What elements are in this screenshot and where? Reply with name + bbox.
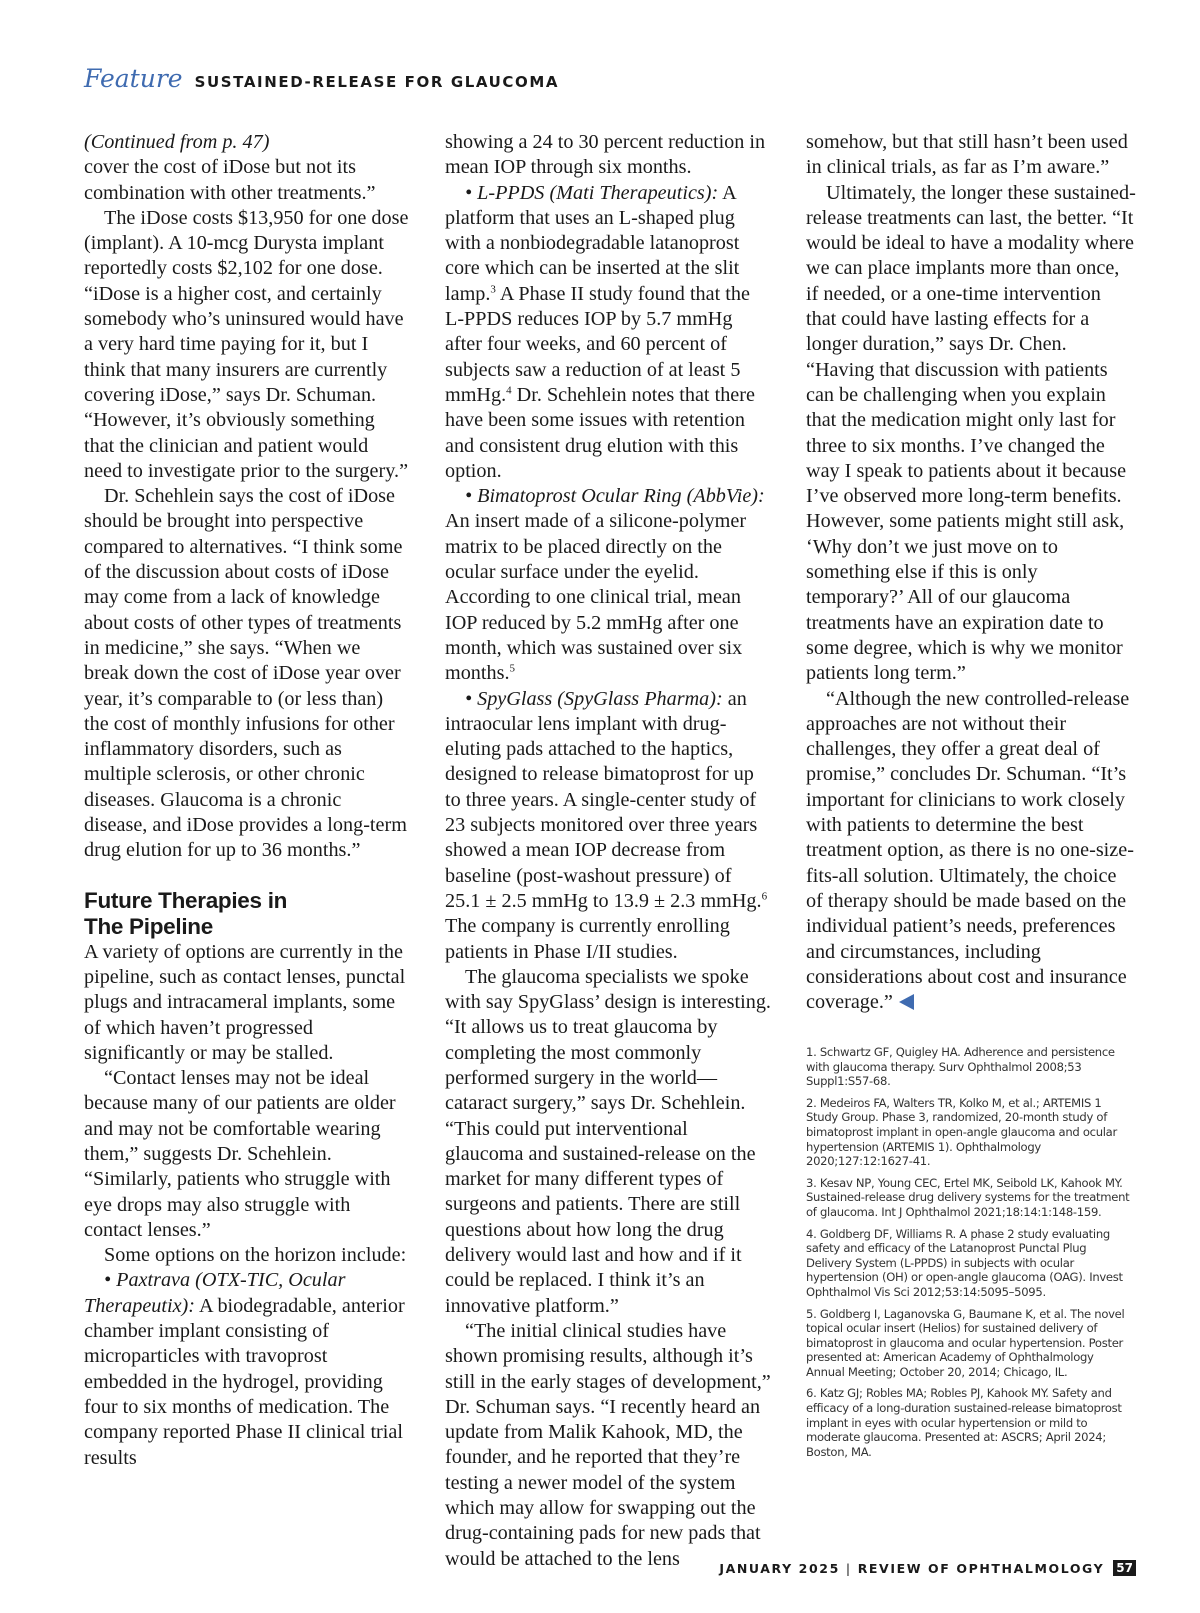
subheading-line: The Pipeline [84, 913, 213, 939]
reference-item: 4. Goldberg DF, Williams R. A phase 2 study evaluating safety and efficacy of the Latanoprost Punctal Plug Delivery System (L-PPDS) in subjects with ocular hypertension (OH) or open-angle glaucoma (OAG). Invest Ophthalmol Vis Sci 2012;53:14:5095–5095. [806, 1226, 1123, 1299]
section-title: SUSTAINED-RELEASE FOR GLAUCOMA [194, 73, 560, 91]
bullet-label: • Paxtrava (OTX-TIC, Ocular Therapeutix): [84, 1269, 346, 1317]
subheading-line: Future Therapies in [84, 887, 288, 913]
subheading [84, 888, 409, 940]
bullet-item [84, 1268, 409, 1470]
bullet-label: • Bimatoprost Ocular Ring (AbbVie): [465, 485, 765, 508]
bullet-text: Dr. Schehlein notes that there have been some issues with retention and consistent drug elution with this option. [445, 383, 755, 482]
citation: 6 [761, 890, 768, 903]
paragraph: “The initial clinical studies have shown promising results, although it’s still in the early stages of development,” Dr. Schuman says. “I recently heard an update from Malik Kahook, MD, the founder, and he reported that they’re testing a newer model of the system which may allow for swapping out the drug-containing pads for new pads that would be attached to the lens [445, 1319, 771, 1570]
triangle-left-icon [899, 994, 914, 1010]
bullet-text: an intraocular lens implant with drug-eluting pads attached to the haptics, designed to release bimatoprost for up to three years. A single-center study of 23 subjects monitored over three years showed a mean IOP decrease from baseline (post-washout pressure) of 25.1 ± 2.5 mmHg to 13.9 ± 2.3 mmHg. [445, 687, 762, 912]
bullet-item [445, 181, 771, 485]
references-list [806, 1045, 1131, 1466]
paragraph: Dr. Schehlein says the cost of iDose should be brought into perspective compared to alternatives. “I think some of the discussion about costs of iDose may come from a lack of knowledge about costs of other types of treatments in medicine,” she says. “When we break down the cost of iDose year over year, it’s comparable to (or less than) the cost of monthly infusions for other inflammatory disorders, such as multiple sclerosis, or other chronic diseases. Glaucoma is a chronic disease, and iDose provides a long-term drug elution for up to 36 months.” [84, 485, 407, 862]
bullet-item [445, 687, 771, 965]
citation: 3 [490, 283, 496, 296]
reference-item: 3. Kesav NP, Young CEC, Ertel MK, Seibold LK, Kahook MY. Sustained-release drug delivery systems for the treatment of glaucoma. Int J Ophthalmol 2021;18:14:1:148-159. [806, 1175, 1130, 1219]
paragraph: cover the cost of iDose but not its combination with other treatments.” [84, 156, 376, 204]
page-number: 57 [1113, 1560, 1136, 1576]
bullet-item [445, 484, 771, 686]
paragraph: “Contact lenses may not be ideal because many of our patients are older and may not be comfortable wearing them,” suggests Dr. Schehlein. “Similarly, patients who struggle with eye drops may also struggle with contact lenses.” [84, 1067, 396, 1241]
continued-note: (Continued from p. 47) [84, 131, 270, 153]
bullet-text: A biodegradable, anterior chamber implant consisting of microparticles with travoprost embedded in the hydrogel, providing four to six months of medication. The company reported Phase II clinical trial results [84, 1294, 405, 1469]
reference-item: 5. Goldberg I, Laganovska G, Baumane K, et al. The novel topical ocular insert (Helios) for sustained delivery of bimatoprost in glaucoma and ocular hypertension. Poster presented at: American Academy of Ophthalmology Annual Meeting; October 20, 2014; Chicago, IL. [806, 1306, 1125, 1379]
citation: 5 [509, 662, 515, 675]
article-column-3 [806, 130, 1136, 1015]
bullet-label: • SpyGlass (SpyGlass Pharma): [465, 687, 723, 710]
reference-item: 6. Katz GJ; Robles MA; Robles PJ, Kahook MY. Safety and efficacy of a long-duration sustained-release bimatoprost implant in eyes with ocular hypertension or mild to moderate glaucoma. Presented at: ASCRS; April 2024; Boston, MA. [806, 1386, 1122, 1459]
page-footer [719, 1560, 1136, 1576]
citation: 4 [506, 384, 512, 397]
paragraph: showing a 24 to 30 percent reduction in mean IOP through six months. [445, 131, 766, 179]
paragraph-text: “Although the new controlled-release approaches are not without their challenges, they offer a great deal of promise,” concludes Dr. Schuman. “It’s important for clinicians to work closely with patients to determine the best treatment option, as there is no one-size-fits-all solution. Ultimately, the choice of therapy should be made based on the individual patient’s needs, preferences and circumstances, including considerations about cost and insurance coverage.” [806, 687, 1134, 1014]
paragraph: Some options on the horizon include: [104, 1244, 407, 1267]
paragraph [806, 687, 1136, 1016]
bullet-text: The company is currently enrolling patients in Phase I/II studies. [445, 915, 730, 963]
page-header [84, 64, 559, 98]
magazine-name: REVIEW OF OPHTHALMOLOGY [857, 1560, 1105, 1576]
article-column-2 [445, 130, 771, 1572]
footer-separator: | [845, 1560, 852, 1576]
bullet-text: A platform that uses an L-shaped plug with a nonbiodegradable latanoprost core which can be inserted at the slit lamp. [445, 181, 740, 305]
paragraph: A variety of options are currently in the pipeline, such as contact lenses, punctal plugs and intracameral implants, some of which haven’t progressed significantly or may be stalled. [84, 940, 406, 1064]
paragraph: somehow, but that still hasn’t been used in clinical trials, as far as I’m aware.” [806, 131, 1128, 179]
issue-date: JANUARY 2025 [719, 1560, 840, 1576]
bullet-text: A Phase II study found that the L-PPDS reduces IOP by 5.7 mmHg after four weeks, and 60 percent of subjects saw a reduction of at least 5 mmHg. [445, 282, 750, 406]
bullet-label: • L-PPDS (Mati Therapeutics): [465, 181, 719, 204]
bullet-text: An insert made of a silicone-polymer matrix to be placed directly on the ocular surface under the eyelid. According to one clinical trial, mean IOP reduced by 5.2 mmHg after one month, which was sustained over six months. [445, 510, 747, 685]
reference-item: 2. Medeiros FA, Walters TR, Kolko M, et al.; ARTEMIS 1 Study Group. Phase 3, randomized, 20-month study of bimatoprost implant in open-angle glaucoma and ocular hypertension (ARTEMIS 1). Ophthalmology 2020;127:12:1627-41. [806, 1095, 1117, 1169]
paragraph: Ultimately, the longer these sustained-release treatments can last, the better. “It would be ideal to have a modality where we can place implants more than once, if needed, or a one-time intervention that could have lasting effects for a longer duration,” says Dr. Chen. “Having that discussion with patients can be challenging when you explain that the medication might only last for three to six months. I’ve changed the way I speak to patients about it because I’ve observed more long-term benefits. However, some patients might still ask, ‘Why don’t we just move on to something else if this is only temporary?’ All of our glaucoma treatments have an expiration date to some degree, which is why we monitor patients long term.” [806, 181, 1136, 685]
paragraph: The glaucoma specialists we spoke with say SpyGlass’ design is interesting. “It allows us to treat glaucoma by completing the most commonly performed surgery in the world—cataract surgery,” says Dr. Schehlein. “This could put interventional glaucoma and sustained-release on the market for many different types of surgeons and patients. There are still questions about how long the drug delivery would last and how and if it could be replaced. I think it’s an innovative platform.” [445, 965, 771, 1317]
reference-item: 1. Schwartz GF, Quigley HA. Adherence and persistence with glaucoma therapy. Surv Ophthalmol 2008;53 Suppl1:S57-68. [806, 1045, 1115, 1089]
paragraph: The iDose costs $13,950 for one dose (implant). A 10-mcg Durysta implant reportedly costs $2,102 for one dose. “iDose is a higher cost, and certainly somebody who’s uninsured would have a very hard time paying for it, but I think that many insurers are currently covering iDose,” says Dr. Schuman. “However, it’s obviously something that the clinician and patient would need to investigate prior to the surgery.” [84, 206, 409, 482]
feature-label: Feature [84, 64, 183, 93]
article-column-1 [84, 130, 409, 1471]
